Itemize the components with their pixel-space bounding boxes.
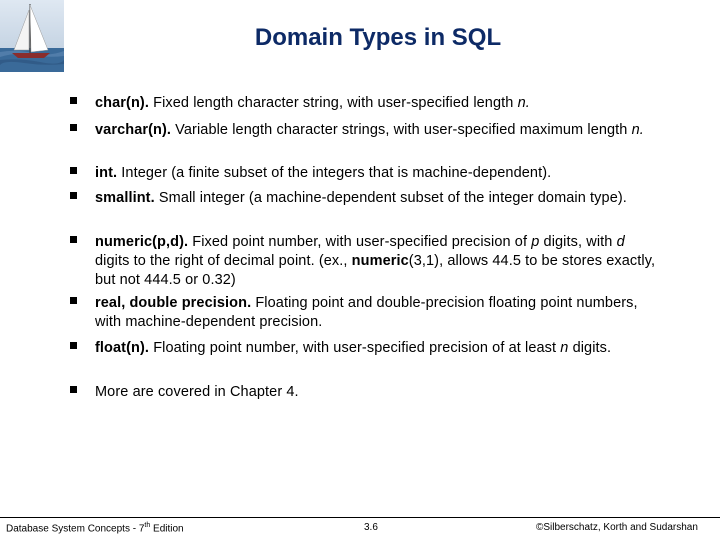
bullet-text: Integer (a finite subset of the integers that is machine-dependent). [117,165,552,181]
square-bullet-icon [70,297,77,304]
footer-divider [0,517,720,518]
bullet-item [70,383,660,402]
footer-book-title-text: Database System Concepts - 7 [6,523,145,535]
square-bullet-icon [70,124,77,131]
square-bullet-icon [70,236,77,243]
footer-book-title-sup: th [144,522,151,529]
bullet-item [70,121,660,140]
bullet-text: Fixed point number, with user-specified precision of [188,234,532,250]
bullet-term: float(n). [95,340,150,356]
square-bullet-icon [70,167,77,174]
slide-title: Domain Types in SQL [254,24,502,51]
bullet-text: Fixed length character string, with user-specified length [148,95,518,111]
bullet-item [70,339,660,358]
bullet-emphasis: n. [631,122,644,138]
bullet-emphasis: p [531,234,540,250]
bullet-term: numeric(p,d). [95,234,189,250]
square-bullet-icon [70,342,77,349]
bullet-text: (3,1), allows 44.5 to be stores exactly, but not 444.5 or 0.32) [95,253,656,288]
bullet-item [70,164,660,183]
bullet-text: Floating point and double-precision floating point numbers, with machine-dependent precision. [95,295,638,330]
bullet-term: numeric [351,253,409,269]
footer-page-number: 3.6 [364,522,378,533]
bullet-term: real, double precision. [95,295,252,311]
footer-book-title [6,522,184,534]
bullet-term: char(n). [95,95,149,111]
bullet-term: int. [95,165,118,181]
bullet-emphasis: d [616,234,625,250]
bullet-emphasis: n [560,340,569,356]
square-bullet-icon [70,386,77,393]
bullet-text: digits to the right of decimal point. (ex., [95,253,352,269]
bullet-item [70,189,660,208]
bullet-text: More are covered in Chapter 4. [95,384,299,400]
bullet-item [70,94,660,113]
square-bullet-icon [70,192,77,199]
footer-copyright: ©Silberschatz, Korth and Sudarshan [536,522,698,533]
bullet-term: varchar(n). [95,122,172,138]
bullet-text: digits. [568,340,612,356]
bullet-text: Small integer (a machine-dependent subset of the integer domain type). [154,190,627,206]
bullet-term: smallint. [95,190,155,206]
square-bullet-icon [70,97,77,104]
bullet-item [70,294,660,332]
bullet-item [70,233,660,290]
bullet-emphasis: n. [517,95,530,111]
bullet-text: Variable length character strings, with user-specified maximum length [171,122,632,138]
bullet-text: Floating point number, with user-specified precision of at least [149,340,561,356]
footer-book-title-end: Edition [150,523,184,535]
bullet-text: digits, with [539,234,617,250]
